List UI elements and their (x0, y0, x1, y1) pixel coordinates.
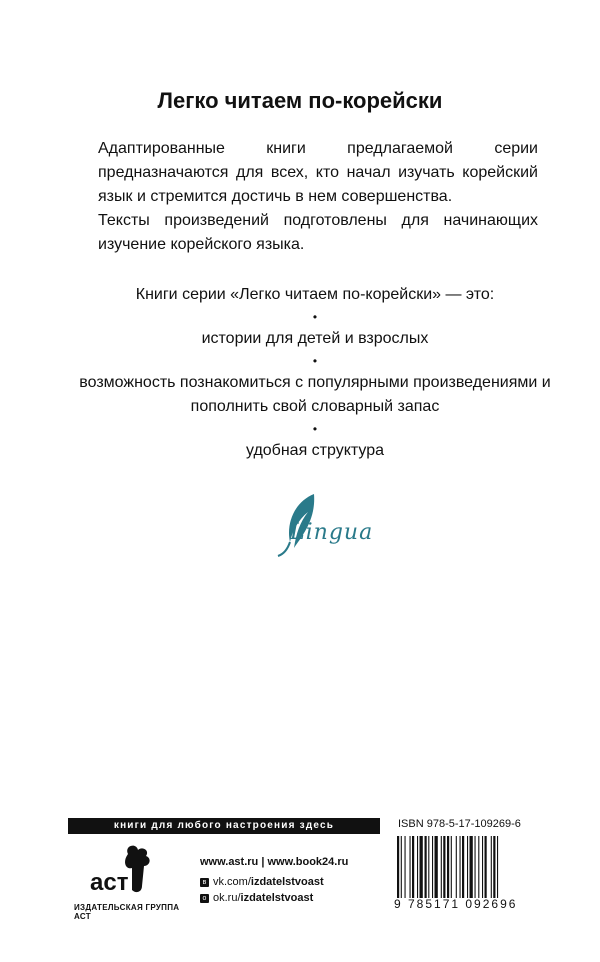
barcode-bar (497, 836, 498, 898)
ok-link[interactable] (200, 892, 348, 904)
barcode-bar (425, 836, 427, 898)
publisher-links (200, 856, 348, 908)
barcode-bar (401, 836, 402, 898)
vk-link[interactable] (200, 876, 348, 888)
bullet-icon: • (312, 354, 318, 368)
features-lead: Книги серии «Легко читаем по-корейски» — это: (135, 286, 495, 303)
bullet-icon: • (312, 310, 318, 324)
barcode-bar (493, 836, 495, 898)
barcode-bar (420, 836, 423, 898)
barcode-bar (412, 836, 414, 898)
barcode-bar (447, 836, 449, 898)
intro-paragraph-1: Адаптированные книги предлагаемой серии предназначаются для всех, кто начал изучать корейский язык и стремится достичь в нем совершенства. (98, 140, 538, 205)
intro-paragraph-2: Тексты произведений подготовлены для начинающих изучение корейского языка. (98, 212, 538, 253)
ok-icon: o (200, 894, 209, 903)
barcode-bar (456, 836, 457, 898)
lingua-logo (262, 490, 382, 560)
barcode-bar (435, 836, 438, 898)
ok-handle: izdatelstvoast (240, 892, 314, 904)
slogan-banner: книги для любого настроения здесь (68, 818, 380, 834)
barcode-bar (478, 836, 479, 898)
feature-item-2: возможность познакомиться с популярными произведениями и пополнить свой словарный запас (79, 374, 551, 415)
barcode-digits: 9 785171 092696 (394, 897, 518, 911)
barcode-bar (432, 836, 433, 898)
barcode-bar (405, 836, 406, 898)
isbn-label: ISBN 978-5-17-109269-6 (398, 818, 521, 830)
ok-prefix: ok.ru/ (213, 892, 241, 904)
publisher-caption: ИЗДАТЕЛЬСКАЯ ГРУППА АСТ (74, 903, 180, 921)
barcode-bar (460, 836, 461, 898)
barcode (395, 836, 535, 898)
publisher-logo (86, 840, 166, 900)
barcode-bar (397, 836, 399, 898)
lingua-wordmark: Lingua (290, 520, 374, 545)
barcode-bar (428, 836, 429, 898)
barcode-bar (441, 836, 442, 898)
vk-handle: izdatelstvoast (250, 876, 324, 888)
barcode-bar (475, 836, 476, 898)
barcode-bar (470, 836, 473, 898)
barcode-bar (482, 836, 483, 898)
barcode-bar (443, 836, 445, 898)
vk-icon: в (200, 878, 209, 887)
barcode-bar (467, 836, 468, 898)
barcode-bar (417, 836, 418, 898)
publisher-logo-text: аст (90, 869, 129, 896)
features-list (60, 283, 570, 463)
barcode-bar (451, 836, 452, 898)
websites-link[interactable]: www.ast.ru | www.book24.ru (200, 856, 349, 868)
barcode-bar (410, 836, 411, 898)
barcode-bar (485, 836, 487, 898)
book-series-title: Легко читаем по-корейски (157, 88, 443, 113)
bullet-icon: • (312, 422, 318, 436)
feature-item-3: удобная структура (245, 442, 385, 459)
vk-prefix: vk.com/ (213, 876, 251, 888)
intro-text (98, 137, 538, 257)
feature-item-1: истории для детей и взрослых (201, 330, 429, 347)
barcode-bar (491, 836, 492, 898)
barcode-bar (462, 836, 464, 898)
